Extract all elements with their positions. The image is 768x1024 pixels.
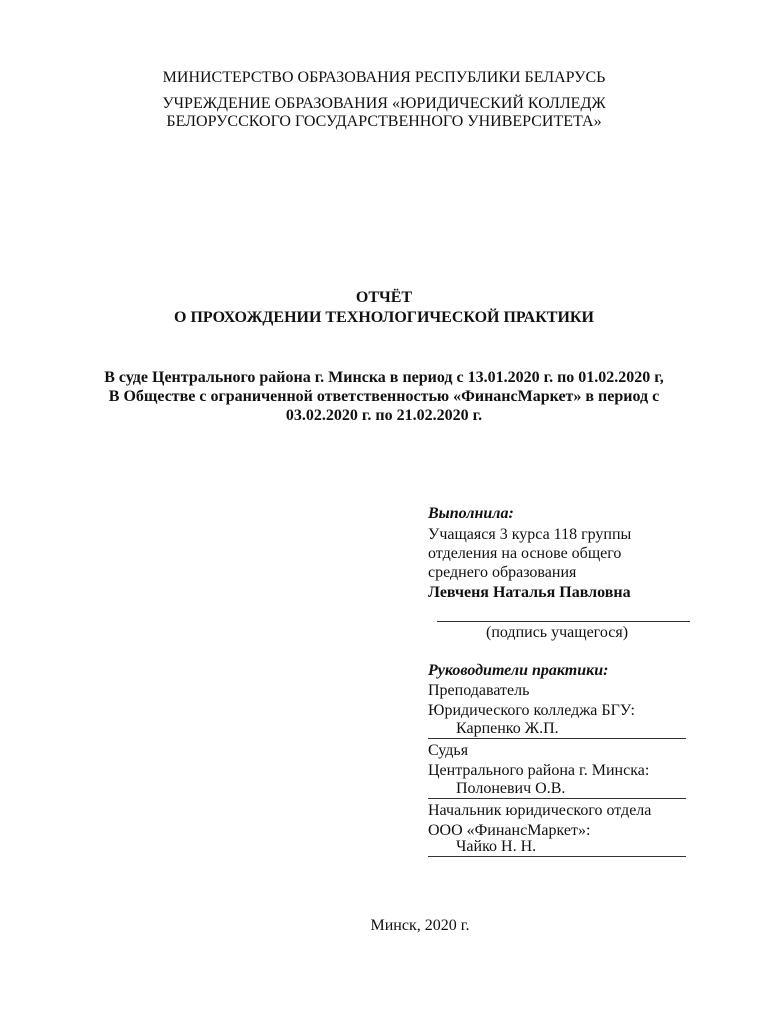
institution-line-1: УЧРЕЖДЕНИЕ ОБРАЗОВАНИЯ «ЮРИДИЧЕСКИЙ КОЛЛЕДЖ [162,95,606,112]
ministry-line: МИНИСТЕРСТВО ОБРАЗОВАНИЯ РЕСПУБЛИКИ БЕЛАРУСЬ [162,69,606,86]
author-label: Выполнила: [428,505,514,522]
supervisor-2-name: Полоневич О.В. [428,780,686,799]
place-year: Минск, 2020 г. [370,917,470,934]
signature-caption: (подпись учащегося) [486,624,629,641]
author-name: Левченя Наталья Павловна [428,584,631,601]
period-line-2: В Обществе с ограниченной ответственностью «ФинансМаркет» в период с [108,388,660,405]
author-line-1: Учащаяся 3 курса 118 группы [428,526,632,543]
institution-line-2: БЕЛОРУССКОГО ГОСУДАРСТВЕННОГО УНИВЕРСИТЕТА» [166,113,602,130]
signature-line [437,621,690,622]
report-title: ОТЧЁТ [355,289,413,306]
supervisor-3-position: Начальник юридического отдела [428,802,652,819]
supervisors-label: Руководители практики: [428,662,609,679]
period-line-3: 03.02.2020 г. по 21.02.2020 г. [285,407,483,424]
supervisor-2-org: Центрального района г. Минска: [428,762,650,779]
supervisor-2-position: Судья [428,742,469,759]
period-line-1: В суде Центрального района г. Минска в период с 13.01.2020 г. по 01.02.2020 г, [104,369,664,386]
supervisor-3-name: Чайко Н. Н. [428,838,686,857]
report-subtitle: О ПРОХОЖДЕНИИ ТЕХНОЛОГИЧЕСКОЙ ПРАКТИКИ [174,309,594,326]
supervisor-1-org: Юридического колледжа БГУ: [428,702,635,719]
supervisor-1-name: Карпенко Ж.П. [428,720,686,739]
supervisor-1-position: Преподаватель [428,682,530,699]
supervisor-3-org: ООО «ФинансМаркет»: [428,822,591,839]
author-line-3: среднего образования [428,564,577,581]
author-line-2: отделения на основе общего [428,545,622,562]
